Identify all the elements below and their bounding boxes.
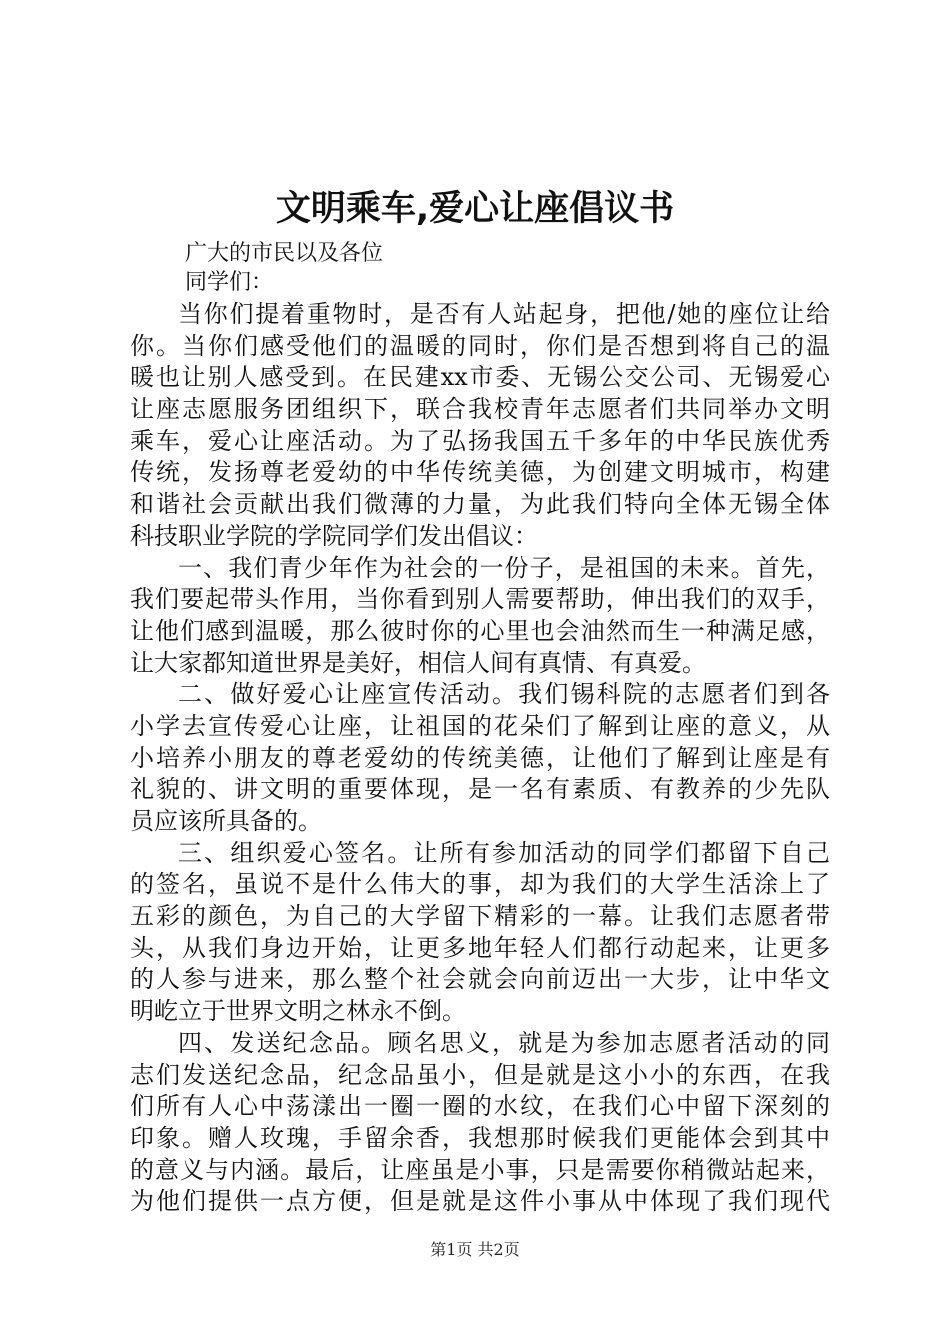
body-line: 印象。赠人玫瑰，手留余香，我想那时候我们更能体会到其中 [130,1123,830,1152]
salutation-line-2: 同学们： [185,270,274,295]
document-title: 文明乘车,爱心让座倡议书 [275,189,675,229]
body-line: 让大家都知道世界是美好，相信人间有真情、有真爱。 [130,648,706,677]
page-footer: 第1页 共2页 [430,1240,520,1259]
body-line: 小学去宣传爱心让座，让祖国的花朵们了解到让座的意义，从 [130,711,830,740]
body-line: 头，从我们身边开始，让更多地年轻人们都行动起来，让更多 [130,933,830,962]
body-line: 乘车，爱心让座活动。为了弘扬我国五千多年的中华民族优秀 [130,426,830,455]
body-line: 一、我们青少年作为社会的一份子，是祖国的未来。首先， [178,553,830,582]
body-line: 们所有人心中荡漾出一圈一圈的水纹，在我们心中留下深刻的 [130,1092,830,1121]
body-line: 科技职业学院的学院同学们发出倡议： [130,521,538,550]
body-line: 的签名，虽说不是什么伟大的事，却为我们的大学生活涂上了 [130,870,830,899]
body-line: 为他们提供一点方便，但是就是这件小事从中体现了我们现代 [130,1187,830,1216]
body-line: 明屹立于世界文明之林永不倒。 [130,997,466,1026]
document-body [130,299,830,1218]
salutation-line-1: 广大的市民以及各位 [185,241,384,266]
body-line: 让他们感到温暖，那么彼时你的心里也会油然而生一种满足感， [130,616,830,645]
body-line: 你。当你们感受他们的温暖的同时，你们是否想到将自己的温 [130,331,830,360]
body-line: 礼貌的、讲文明的重要体现，是一名有素质、有教养的少先队 [130,775,830,804]
body-line: 的人参与进来，那么整个社会就会向前迈出一大步，让中华文 [130,965,830,994]
body-line: 三、组织爱心签名。让所有参加活动的同学们都留下自己 [178,838,830,867]
body-line: 五彩的颜色，为自己的大学留下精彩的一幕。让我们志愿者带 [130,902,830,931]
body-line: 的意义与内涵。最后，让座虽是小事，只是需要你稍微站起来， [130,1155,830,1184]
body-line: 让座志愿服务团组织下，联合我校青年志愿者们共同举办文明 [130,395,830,424]
body-line: 暖也让别人感受到。在民建xx市委、无锡公交公司、无锡爱心 [130,363,830,392]
body-line: 小培养小朋友的尊老爱幼的传统美德，让他们了解到让座是有 [130,743,830,772]
body-line: 志们发送纪念品，纪念品虽小，但是就是这小小的东西，在我 [130,1060,830,1089]
body-line: 传统，发扬尊老爱幼的中华传统美德，为创建文明城市，构建 [130,458,830,487]
body-line: 二、做好爱心让座宣传活动。我们锡科院的志愿者们到各 [178,680,830,709]
body-line: 我们要起带头作用，当你看到别人需要帮助，伸出我们的双手， [130,585,830,614]
body-line: 员应该所具备的。 [130,807,322,835]
body-line: 四、发送纪念品。顾名思义，就是为参加志愿者活动的同 [178,1028,830,1057]
body-line: 和谐社会贡献出我们微薄的力量，为此我们特向全体无锡全体 [130,490,830,519]
body-line: 当你们提着重物时，是否有人站起身，把他/她的座位让给 [178,300,830,328]
